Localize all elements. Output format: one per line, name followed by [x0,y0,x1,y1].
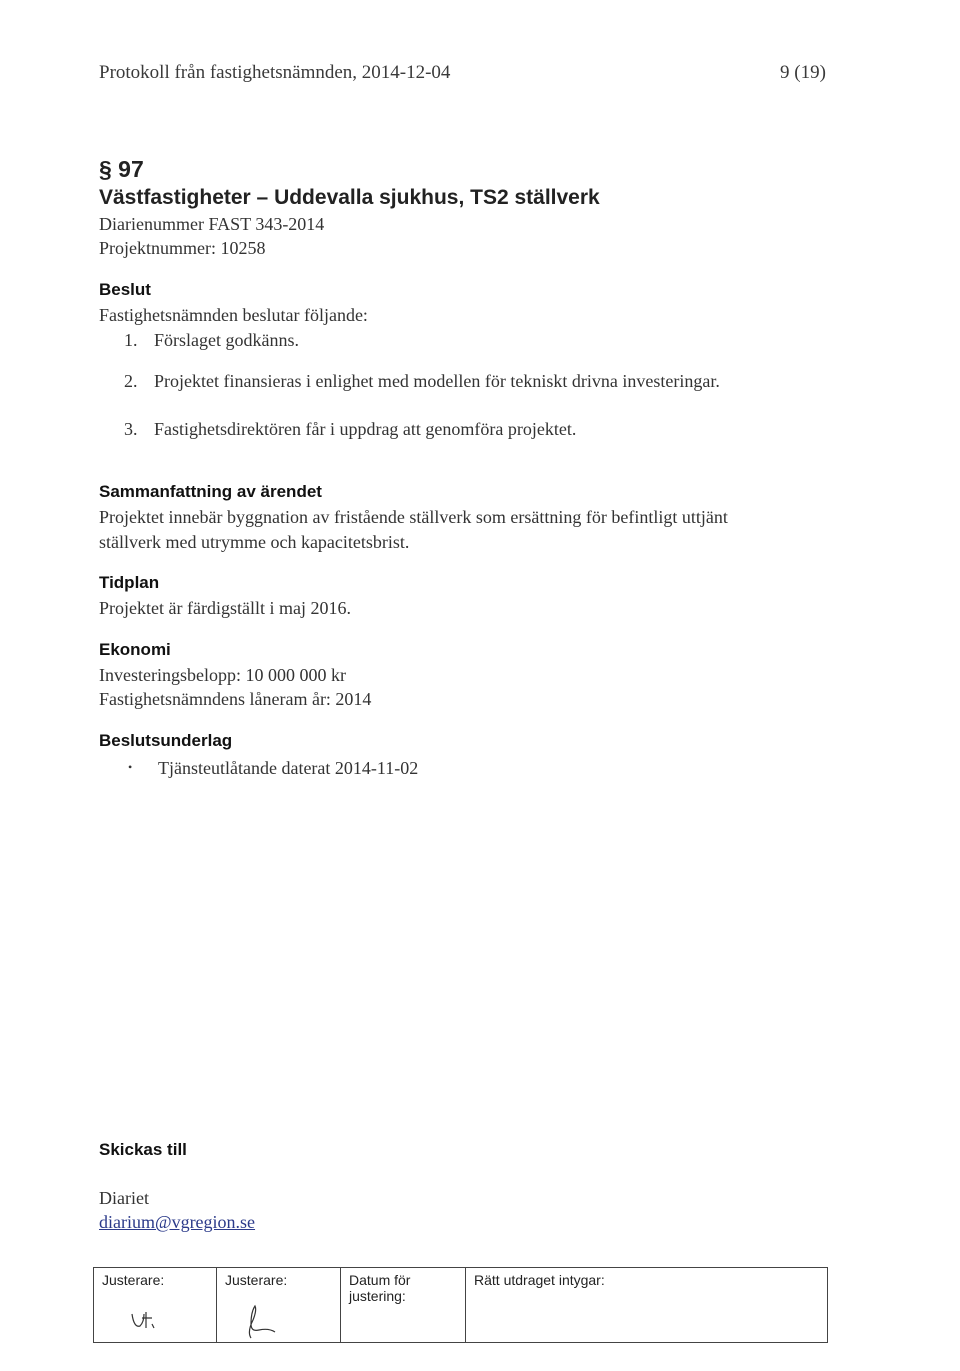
signature-table [93,1267,828,1343]
ekonomi-belopp: Investeringsbelopp: 10 000 000 kr [99,665,346,685]
email-link[interactable]: diarium@vgregion.se [99,1212,256,1232]
skickas-heading: Skickas till [99,1140,187,1159]
justerare-label: Justerare: [225,1272,288,1288]
tidplan-text: Projektet är färdigställt i maj 2016. [99,598,351,618]
projektnummer: Projektnummer: 10258 [99,238,266,258]
bullet-icon: • [128,760,133,774]
ekonomi-heading: Ekonomi [99,640,171,659]
sammanfattning-line-2: ställverk med utrymme och kapacitetsbrist. [99,532,410,552]
page-number: 9 (19) [780,62,826,83]
recipient: Diariet [99,1188,149,1208]
datum-cell: Datum för justering: [341,1268,466,1342]
beslut-heading: Beslut [99,280,151,299]
ekonomi-laneram: Fastighetsnämndens låneram år: 2014 [99,689,372,709]
list-item [128,758,418,779]
signature-initials [217,1298,341,1342]
beslutsunderlag-heading: Beslutsunderlag [99,731,233,750]
sammanfattning-line-1: Projektet innebär byggnation av fristående ställverk som ersättning för befintligt uttjänt [99,507,728,527]
document-title: Västfastigheter – Uddevalla sjukhus, TS2 ställverk [99,186,600,209]
list-item-text: Projektet finansieras i enlighet med modellen för tekniskt drivna investeringar. [154,371,720,391]
list-item [124,371,720,392]
list-item-number: 3. [124,419,138,439]
list-item-number: 2. [124,371,138,391]
paragraph-number: § 97 [99,156,144,182]
beslut-intro: Fastighetsnämnden beslutar följande: [99,305,368,325]
justerare-cell-2 [217,1268,341,1342]
justerare-cell-1 [94,1268,217,1342]
list-item-text: Förslaget godkänns. [154,330,299,350]
list-item [124,330,299,351]
justerare-label: Justerare: [102,1272,165,1288]
list-item-number: 1. [124,330,138,350]
diarienummer: Diarienummer FAST 343-2014 [99,214,325,234]
underlag-item: Tjänsteutlåtande daterat 2014-11-02 [158,758,419,778]
signature-initials [94,1298,217,1342]
list-item-text: Fastighetsdirektören får i uppdrag att genomföra projektet. [154,419,577,439]
tidplan-heading: Tidplan [99,573,160,592]
header-title: Protokoll från fastighetsnämnden, 2014-12-04 [99,62,451,83]
list-item [124,419,576,440]
intygar-cell: Rätt utdraget intygar: [474,1272,605,1288]
sammanfattning-heading: Sammanfattning av ärendet [99,482,322,501]
